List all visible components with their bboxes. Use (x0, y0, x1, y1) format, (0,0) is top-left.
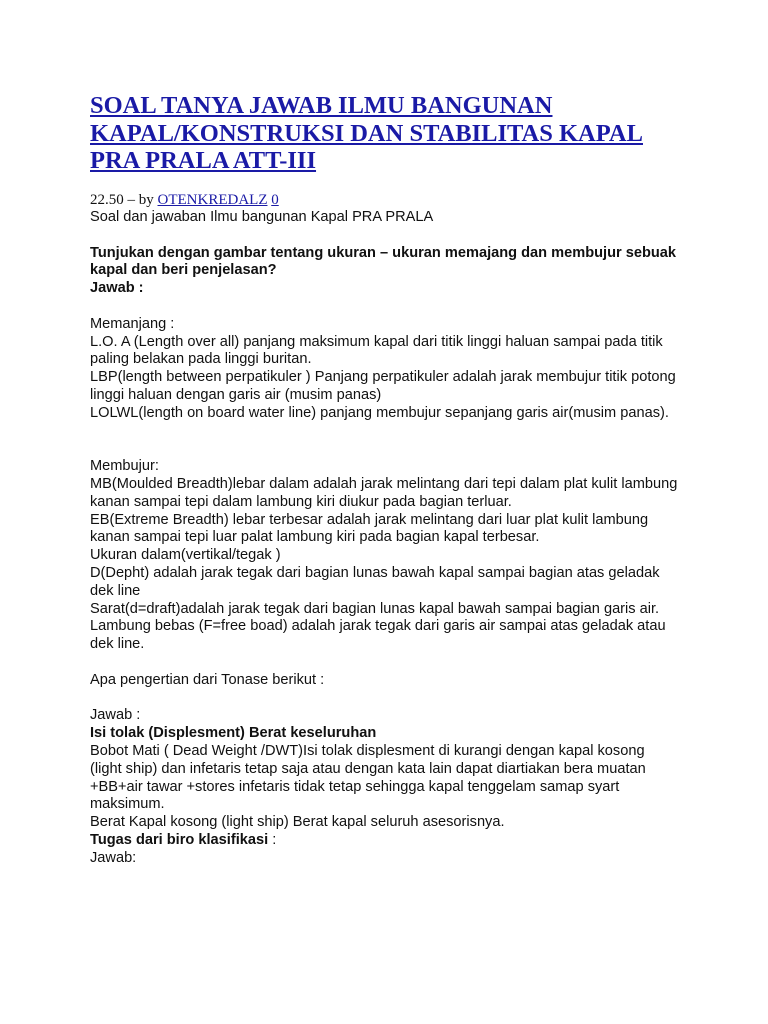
post-by-text: – by (123, 192, 158, 208)
isi-tolak-definition: Isi tolak (Displesment) Berat keseluruhan (90, 725, 377, 742)
membujur-item-lambung-bebas: Lambung bebas (F=free boad) adalah jarak tegak dari garis air sampai atas geladak atau dek line. (90, 618, 666, 653)
membujur-item-mb: MB(Moulded Breadth)lebar dalam adalah jarak melintang dari tepi dalam plat kulit lambung kanan sampai tepi dalam lambung kiri diukur pada bagian terluar. (90, 475, 678, 510)
bobot-mati-definition: Bobot Mati ( Dead Weight /DWT)Isi tolak displesment di kurangi dengan kapal kosong (light ship) dan infetaris tetap saja atau dengan kata lain dapat diartiakan bera muatan +BB+air tawar +stores infetaris tidak tetap sehingga kapal tenggelam samap syart maksimum. (90, 742, 646, 813)
spacer (90, 690, 680, 708)
spacer (90, 298, 680, 316)
membujur-item-ukuran-dalam: Ukuran dalam(vertikal/tegak ) (90, 547, 281, 564)
comments-count-link[interactable]: 0 (271, 192, 279, 208)
question-3-suffix: : (268, 831, 277, 848)
article-subtitle: Soal dan jawaban Ilmu bangunan Kapal PRA PRALA (90, 209, 434, 225)
memanjang-heading: Memanjang : (90, 315, 175, 332)
answer-label-1: Jawab : (90, 280, 144, 297)
membujur-item-sarat: Sarat(d=draft)adalah jarak tegak dari bagian lunas kapal bawah sampai bagian garis air. (90, 600, 660, 617)
membujur-heading: Membujur: (90, 458, 159, 475)
berat-kosong-definition: Berat Kapal kosong (light ship) Berat kapal seluruh asesorisnya. (90, 814, 505, 831)
question-3-heading: Tugas dari biro klasifikasi (90, 831, 269, 848)
article-body (90, 209, 680, 867)
article-title-link[interactable]: SOAL TANYA JAWAB ILMU BANGUNAN KAPAL/KONSTRUKSI DAN STABILITAS KAPAL PRA PRALA ATT-III (90, 92, 643, 174)
author-link[interactable]: OTENKREDALZ (157, 192, 268, 208)
article-title[interactable] (90, 92, 690, 175)
memanjang-item-lolwl: LOLWL(length on board water line) panjang membujur sepanjang garis air(musim panas). (90, 404, 669, 421)
answer-label-2: Jawab : (90, 707, 141, 724)
membujur-item-depth: D(Depht) adalah jarak tegak dari bagian lunas bawah kapal sampai bagian atas geladak dek line (90, 564, 660, 599)
question-2: Apa pengertian dari Tonase berikut : (90, 671, 325, 688)
post-time: 22.50 (90, 192, 124, 208)
post-meta (90, 191, 279, 209)
spacer (90, 423, 680, 459)
question-3 (90, 832, 680, 850)
spacer (90, 227, 680, 245)
membujur-item-eb: EB(Extreme Breadth) lebar terbesar adalah jarak melintang dari luar plat kulit lambung kanan sampai tepi luar palat lambung kiri pada bagian kapal terbesar. (90, 511, 649, 546)
answer-label-3: Jawab: (90, 849, 137, 866)
memanjang-item-lbp: LBP(length between perpatikuler ) Panjang perpatikuler adalah jarak membujur titik potong linggi haluan dengan garis air (musim panas) (90, 369, 676, 403)
spacer (90, 654, 680, 672)
question-1: Tunjukan dengan gambar tentang ukuran – ukuran memajang dan membujur sebuak kapal dan beri penjelasan? (90, 244, 677, 279)
memanjang-item-loa: L.O. A (Length over all) panjang maksimum kapal dari titik linggi haluan sampai pada titik paling belakan pada linggi buritan. (90, 333, 663, 368)
